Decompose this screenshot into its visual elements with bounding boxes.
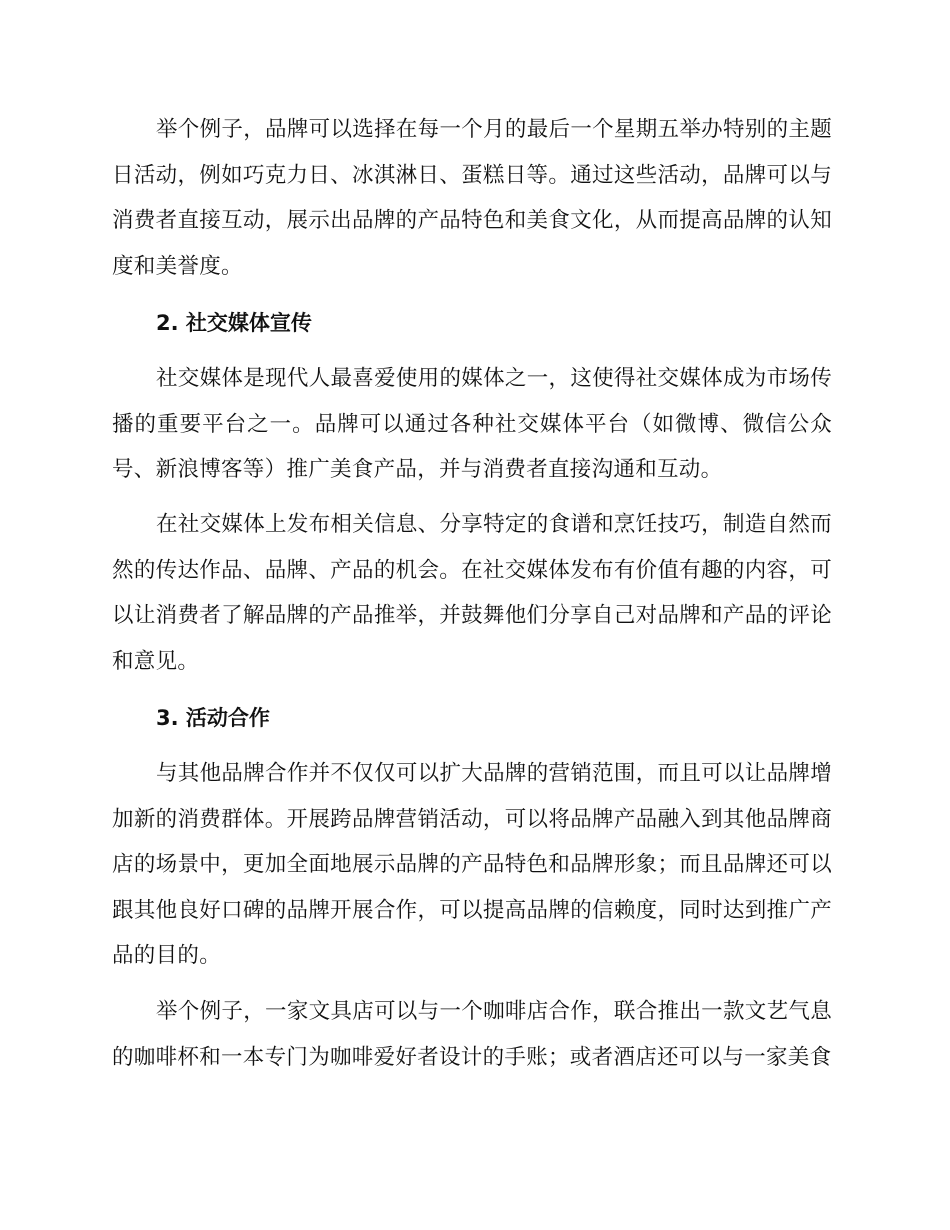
paragraph-theme-day-example: 举个例子，品牌可以选择在每一个月的最后一个星期五举办特别的主题日活动，例如巧克力日、冰淇淋日、蛋糕日等。通过这些活动，品牌可以与消费者直接互动，展示出品牌的产品特色和美食文化，从而提高品牌的认知度和美誉度。	[112, 117, 832, 279]
section-heading-social-media: 2. 社交媒体宣传	[156, 311, 312, 335]
section-heading-event-cooperation: 3. 活动合作	[156, 706, 270, 730]
paragraph-cooperation-example: 举个例子，一家文具店可以与一个咖啡店合作，联合推出一款文艺气息的咖啡杯和一本专门为咖啡爱好者设计的手账；或者酒店还可以与一家美食	[112, 999, 832, 1070]
paragraph-social-media-intro: 社交媒体是现代人最喜爱使用的媒体之一，这使得社交媒体成为市场传播的重要平台之一。品牌可以通过各种社交媒体平台（如微博、微信公众号、新浪博客等）推广美食产品，并与消费者直接沟通和互动。	[112, 366, 832, 482]
paragraph-social-media-content: 在社交媒体上发布相关信息、分享特定的食谱和烹饪技巧，制造自然而然的传达作品、品牌、产品的机会。在社交媒体发布有价值有趣的内容，可以让消费者了解品牌的产品推举，并鼓舞他们分享自己对品牌和产品的评论和意见。	[112, 512, 832, 674]
paragraph-brand-cooperation: 与其他品牌合作并不仅仅可以扩大品牌的营销范围，而且可以让品牌增加新的消费群体。开展跨品牌营销活动，可以将品牌产品融入到其他品牌商店的场景中，更加全面地展示品牌的产品特色和品牌形象；而且品牌还可以跟其他良好口碑的品牌开展合作，可以提高品牌的信赖度，同时达到推广产品的目的。	[112, 761, 832, 968]
